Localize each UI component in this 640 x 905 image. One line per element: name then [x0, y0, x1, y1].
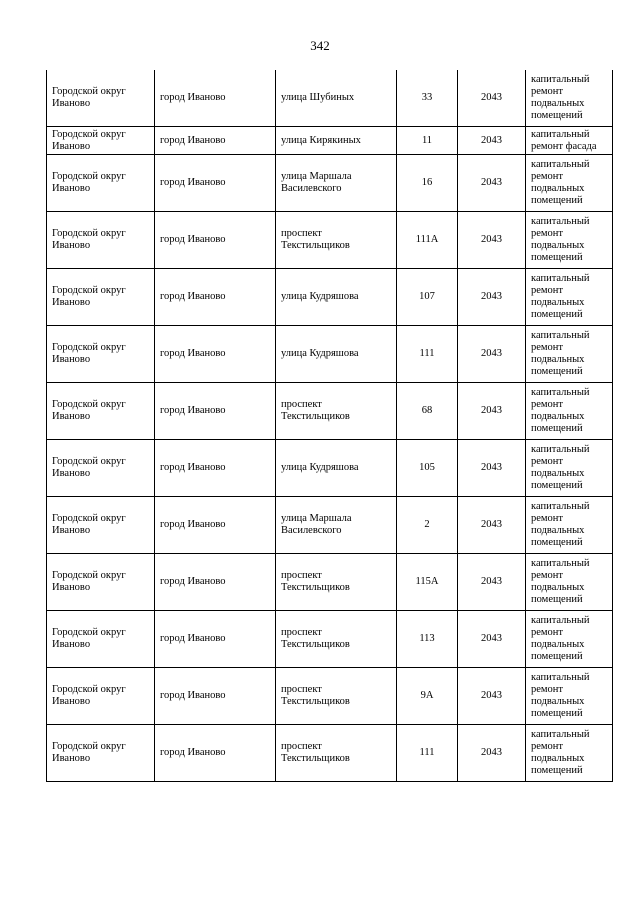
year-cell: 2043 — [458, 155, 526, 212]
house-number-cell: 115А — [397, 554, 458, 611]
table-row — [47, 70, 613, 127]
street-cell: проспект Текстильщиков — [276, 668, 397, 725]
district-cell: Городской округ Иваново — [47, 440, 155, 497]
work-type-cell: капитальный ремонт подвальных помещений — [526, 383, 613, 440]
year-cell: 2043 — [458, 383, 526, 440]
district-cell: Городской округ Иваново — [47, 269, 155, 326]
table-row — [47, 326, 613, 383]
house-number-cell: 107 — [397, 269, 458, 326]
table-row — [47, 269, 613, 326]
year-cell: 2043 — [458, 497, 526, 554]
street-cell: проспект Текстильщиков — [276, 554, 397, 611]
table-row — [47, 440, 613, 497]
table-row — [47, 212, 613, 269]
house-number-cell: 111А — [397, 212, 458, 269]
district-cell: Городской округ Иваново — [47, 668, 155, 725]
city-cell: город Иваново — [155, 155, 276, 212]
district-cell: Городской округ Иваново — [47, 212, 155, 269]
district-cell: Городской округ Иваново — [47, 70, 155, 127]
city-cell: город Иваново — [155, 269, 276, 326]
city-cell: город Иваново — [155, 440, 276, 497]
year-cell: 2043 — [458, 70, 526, 127]
street-cell: улица Маршала Василевского — [276, 155, 397, 212]
house-number-cell: 113 — [397, 611, 458, 668]
street-cell: проспект Текстильщиков — [276, 212, 397, 269]
year-cell: 2043 — [458, 212, 526, 269]
street-cell: улица Кудряшова — [276, 269, 397, 326]
street-cell: улица Кудряшова — [276, 440, 397, 497]
street-cell: улица Шубиных — [276, 70, 397, 127]
district-cell: Городской округ Иваново — [47, 611, 155, 668]
house-number-cell: 105 — [397, 440, 458, 497]
house-number-cell: 16 — [397, 155, 458, 212]
street-cell: улица Кудряшова — [276, 326, 397, 383]
work-type-cell: капитальный ремонт подвальных помещений — [526, 155, 613, 212]
work-type-cell: капитальный ремонт подвальных помещений — [526, 269, 613, 326]
city-cell: город Иваново — [155, 127, 276, 155]
district-cell: Городской округ Иваново — [47, 326, 155, 383]
house-number-cell: 111 — [397, 725, 458, 782]
table-row — [47, 127, 613, 155]
table-row — [47, 155, 613, 212]
work-type-cell: капитальный ремонт подвальных помещений — [526, 440, 613, 497]
house-number-cell: 11 — [397, 127, 458, 155]
district-cell: Городской округ Иваново — [47, 725, 155, 782]
work-type-cell: капитальный ремонт подвальных помещений — [526, 668, 613, 725]
city-cell: город Иваново — [155, 668, 276, 725]
district-cell: Городской округ Иваново — [47, 155, 155, 212]
street-cell: проспект Текстильщиков — [276, 611, 397, 668]
district-cell: Городской округ Иваново — [47, 554, 155, 611]
table-row — [47, 554, 613, 611]
city-cell: город Иваново — [155, 554, 276, 611]
table-row — [47, 611, 613, 668]
page-number: 342 — [310, 38, 330, 53]
work-type-cell: капитальный ремонт подвальных помещений — [526, 725, 613, 782]
work-type-cell: капитальный ремонт подвальных помещений — [526, 497, 613, 554]
house-number-cell: 9А — [397, 668, 458, 725]
year-cell: 2043 — [458, 269, 526, 326]
city-cell: город Иваново — [155, 70, 276, 127]
street-cell: проспект Текстильщиков — [276, 725, 397, 782]
house-number-cell: 2 — [397, 497, 458, 554]
year-cell: 2043 — [458, 440, 526, 497]
table-row — [47, 383, 613, 440]
house-number-cell: 33 — [397, 70, 458, 127]
work-type-cell: капитальный ремонт подвальных помещений — [526, 611, 613, 668]
year-cell: 2043 — [458, 725, 526, 782]
house-number-cell: 68 — [397, 383, 458, 440]
district-cell: Городской округ Иваново — [47, 497, 155, 554]
city-cell: город Иваново — [155, 725, 276, 782]
year-cell: 2043 — [458, 668, 526, 725]
year-cell: 2043 — [458, 611, 526, 668]
street-cell: улица Маршала Василевского — [276, 497, 397, 554]
district-cell: Городской округ Иваново — [47, 127, 155, 155]
repair-schedule-table — [46, 70, 613, 782]
city-cell: город Иваново — [155, 611, 276, 668]
street-cell: улица Кирякиных — [276, 127, 397, 155]
year-cell: 2043 — [458, 127, 526, 155]
work-type-cell: капитальный ремонт подвальных помещений — [526, 554, 613, 611]
year-cell: 2043 — [458, 554, 526, 611]
street-cell: проспект Текстильщиков — [276, 383, 397, 440]
city-cell: город Иваново — [155, 212, 276, 269]
work-type-cell: капитальный ремонт фасада — [526, 127, 613, 155]
table-row — [47, 725, 613, 782]
district-cell: Городской округ Иваново — [47, 383, 155, 440]
city-cell: город Иваново — [155, 326, 276, 383]
work-type-cell: капитальный ремонт подвальных помещений — [526, 70, 613, 127]
work-type-cell: капитальный ремонт подвальных помещений — [526, 212, 613, 269]
work-type-cell: капитальный ремонт подвальных помещений — [526, 326, 613, 383]
city-cell: город Иваново — [155, 383, 276, 440]
year-cell: 2043 — [458, 326, 526, 383]
table-row — [47, 497, 613, 554]
city-cell: город Иваново — [155, 497, 276, 554]
table-row — [47, 668, 613, 725]
house-number-cell: 111 — [397, 326, 458, 383]
